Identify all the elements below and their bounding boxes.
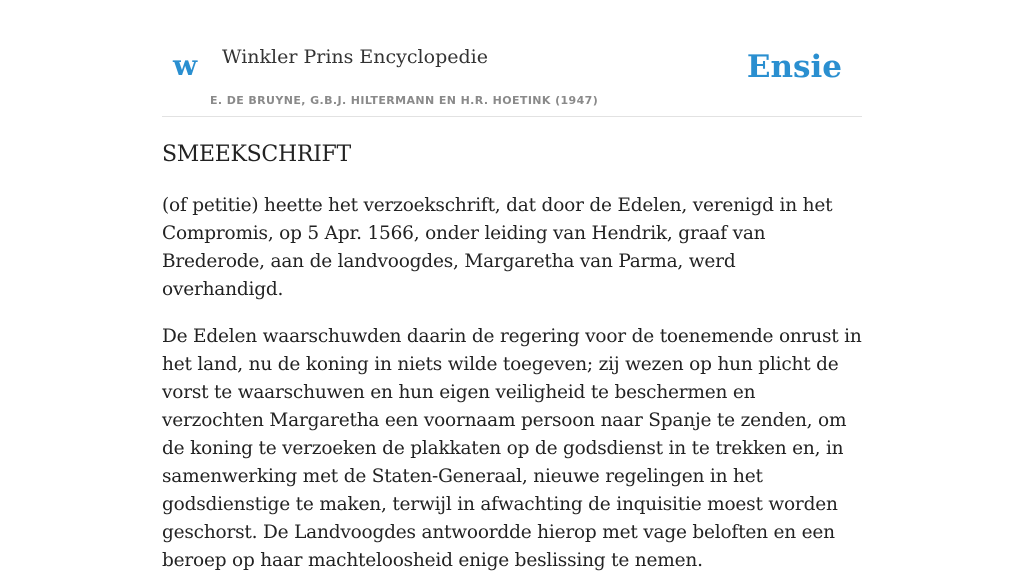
ensie-brand-logo[interactable]: Ensie (746, 49, 842, 85)
source-logo-icon[interactable]: w (173, 49, 198, 82)
article-paragraph: De Edelen waarschuwden daarin de regering voor de toenemende onrust in het land, nu de koning in niets wilde toegeven; zij wezen op hun plicht de vorst te waarschuwen en hun eigen veiligheid te beschermen en verzochten Margaretha een voornaam persoon naar Spanje te zenden, om de koning te verzoeken de plakkaten op de godsdienst in te trekken en, in samenwerking met de Staten-Generaal, nieuwe regelingen in het godsdienstige te maken, terwijl in afwachting de inquisitie moest worden geschorst. De Landvoogdes antwoordde hierop met vage beloften en een beroep op haar machteloosheid enige beslissing te nemen. (162, 326, 862, 571)
article-body (162, 140, 862, 575)
source-authors: E. DE BRUYNE, G.B.J. HILTERMANN EN H.R. HOETINK (1947) (210, 94, 599, 107)
source-title[interactable]: Winkler Prins Encyclopedie (222, 46, 488, 68)
article-paragraph: (of petitie) heette het verzoekschrift, dat door de Edelen, verenigd in het Compromis, op 5 Apr. 1566, onder leiding van Hendrik, graaf van Brederode, aan de landvoogdes, Margaretha van Parma, werd overhandigd. (162, 195, 833, 300)
article-headword: SMEEKSCHRIFT (162, 142, 351, 167)
source-header (162, 0, 862, 117)
